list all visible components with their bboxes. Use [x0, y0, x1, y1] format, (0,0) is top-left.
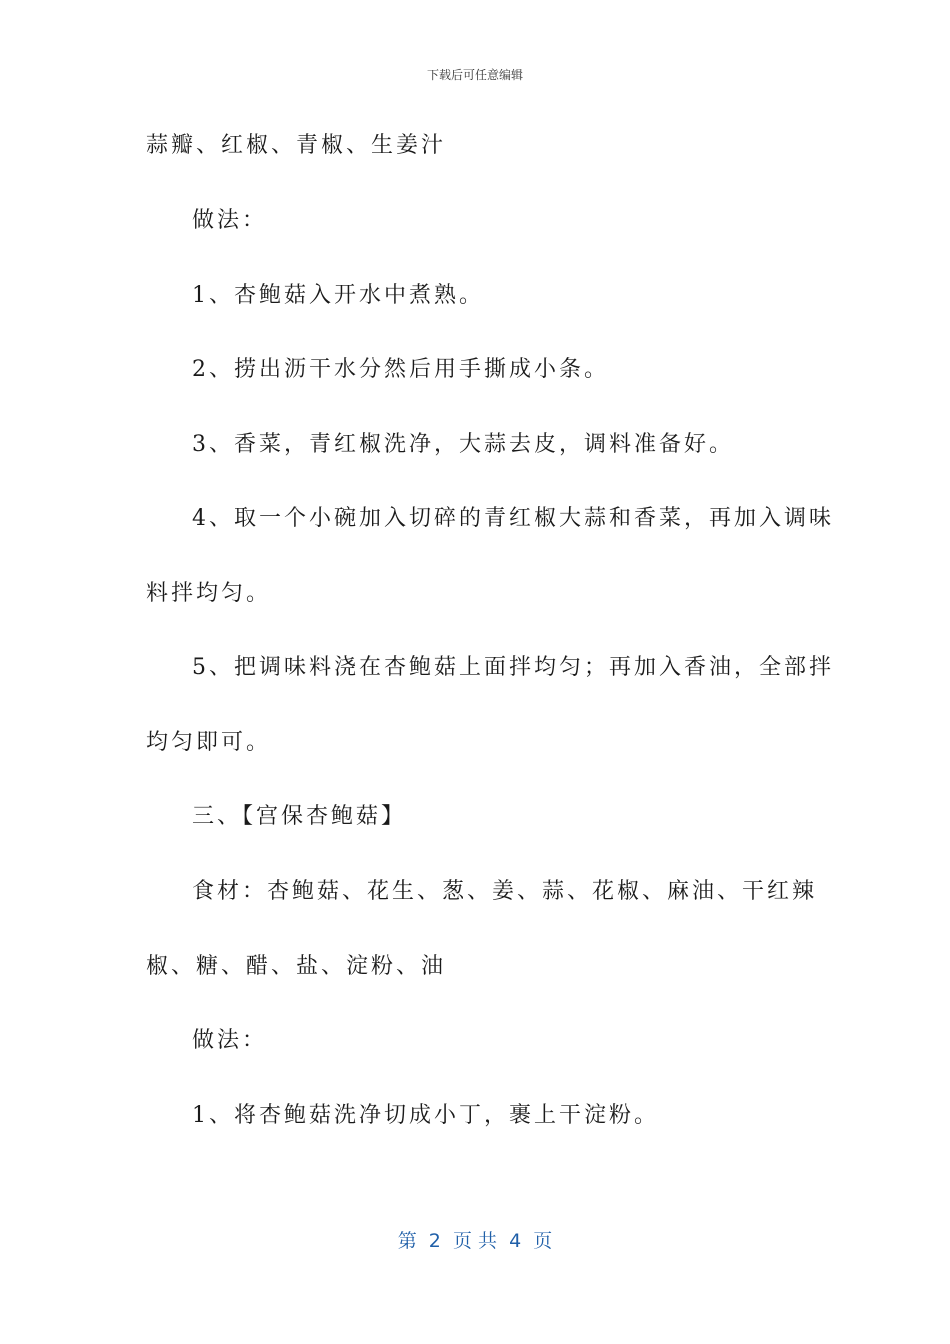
text-line: 均匀即可。	[146, 730, 272, 755]
page-header-note: 下载后可任意编辑	[426, 68, 523, 82]
text-line: 料拌均匀。	[146, 581, 272, 606]
text-line: 5、把调味料浇在杏鲍菇上面拌均匀；再加入香油，全部拌	[192, 655, 834, 680]
text-line: 2、捞出沥干水分然后用手撕成小条。	[192, 357, 609, 382]
section-heading: 三、【宫保杏鲍菇】	[192, 804, 407, 829]
text-line: 椒、糖、醋、盐、淀粉、油	[146, 954, 447, 979]
text-line: 3、香菜，青红椒洗净，大蒜去皮，调料准备好。	[192, 432, 734, 457]
text-line: 食材：杏鲍菇、花生、葱、姜、蒜、花椒、麻油、干红辣	[192, 879, 818, 904]
text-line: 做法：	[192, 208, 268, 233]
text-line: 4、取一个小碗加入切碎的青红椒大蒜和香菜，再加入调味	[192, 506, 834, 531]
text-line: 1、将杏鲍菇洗净切成小丁，裹上干淀粉。	[192, 1103, 659, 1128]
text-line: 做法：	[192, 1028, 268, 1053]
text-line: 蒜瓣、红椒、青椒、生姜汁	[146, 133, 447, 158]
text-line: 1、杏鲍菇入开水中煮熟。	[192, 283, 484, 308]
page-number-footer: 第 2 页 共 4 页	[397, 1230, 553, 1252]
